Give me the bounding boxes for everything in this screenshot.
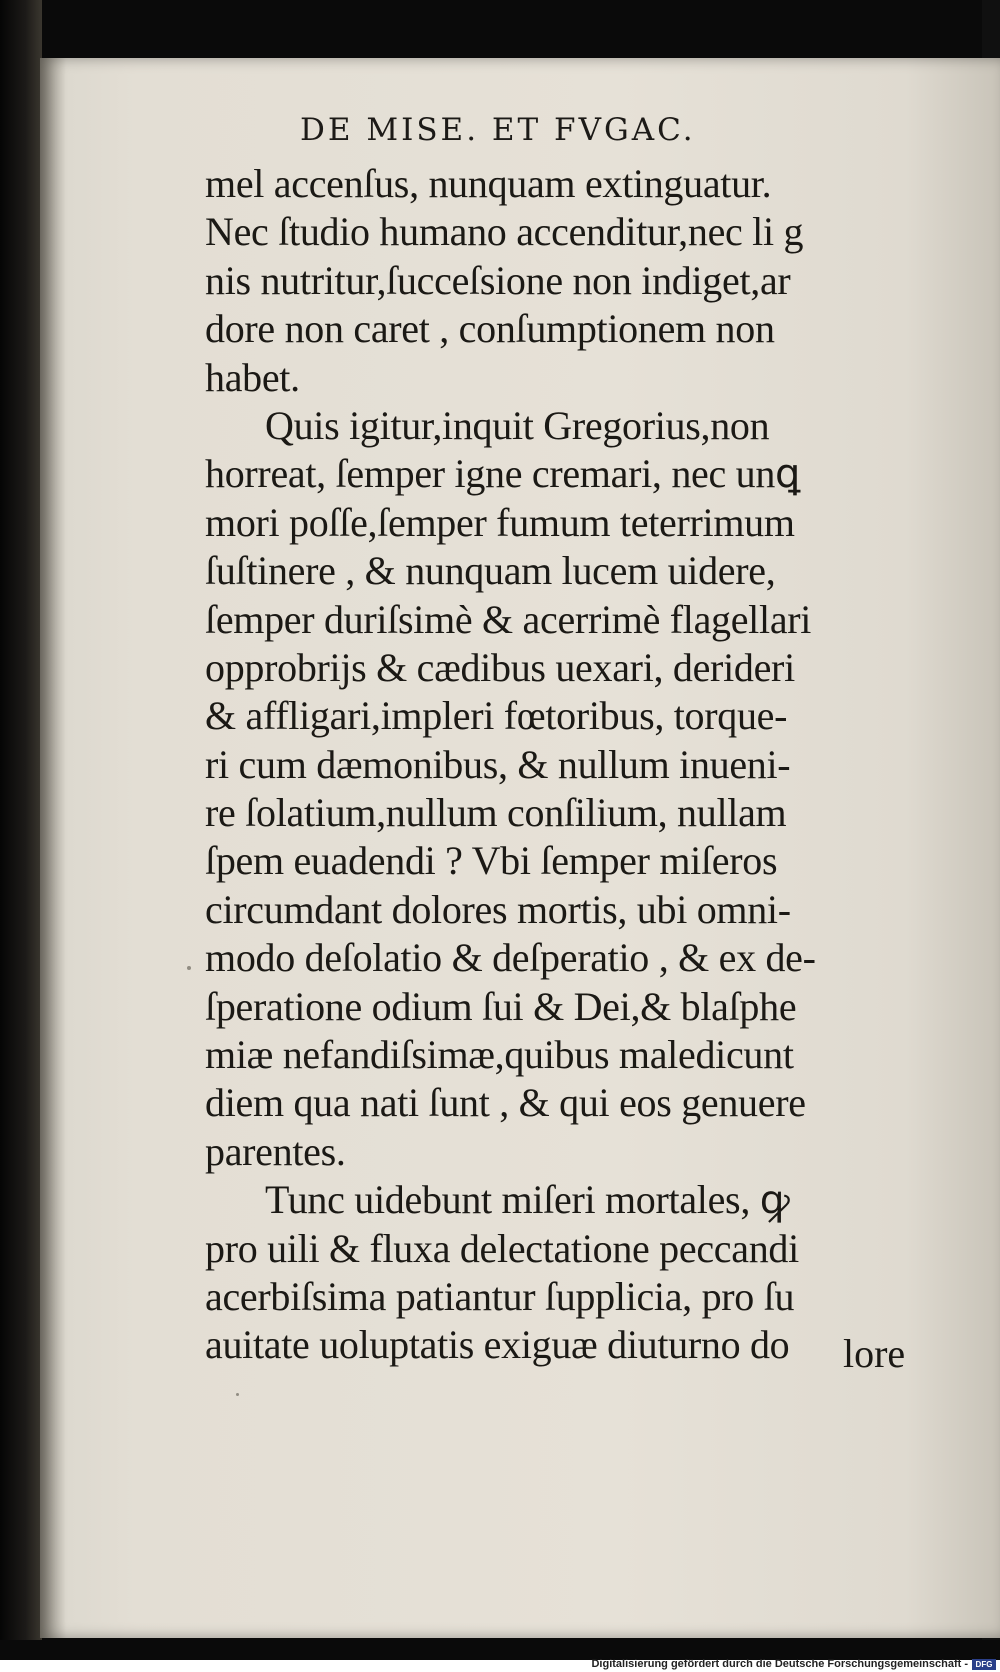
text-line-2: Nec ſtudio humano accenditur,nec li g — [205, 209, 804, 255]
text-line-16: circumdant dolores mortis, ubi omni- — [205, 886, 791, 932]
text-line-19: miæ nefandiſsimæ,quibus maledicunt — [205, 1032, 794, 1078]
text-line-17: modo deſolatio & deſperatio , & ex de- — [205, 935, 816, 981]
text-line-9: ſuſtinere , & nunquam lucem uidere, — [205, 548, 776, 594]
text-line-25: auitate uoluptatis exiguæ diuturno do — [205, 1322, 790, 1368]
text-line-23: pro uili & fluxa delectatione peccandi — [205, 1225, 799, 1271]
text-line-10: ſemper duriſsimè & acerrimè flagellari — [205, 596, 812, 642]
text-line-21: parentes. — [205, 1128, 346, 1174]
running-head: DE MISE. ET FVGAC. — [300, 112, 696, 148]
paper-speck — [236, 1393, 239, 1396]
text-line-20: diem qua nati ſunt , & qui eos genuere — [205, 1080, 806, 1126]
text-line-12: & affligari,impleri fœtoribus, torque- — [205, 693, 788, 739]
paper-speck — [187, 966, 191, 970]
text-line-5: habet. — [205, 354, 300, 400]
text-line-14: re ſolatium,nullum conſilium, nullam — [205, 790, 787, 836]
text-block — [205, 160, 925, 1370]
text-line-24: acerbiſsima patiantur ſupplicia, pro ſu — [205, 1273, 795, 1319]
text-line-15: ſpem euadendi ? Vbi ſemper miſeros — [205, 838, 778, 884]
page-gutter-shadow — [40, 58, 66, 1638]
text-line-3: nis nutritur,ſucceſsione non indiget,ar — [205, 257, 791, 303]
dfg-logo-icon: DFG — [972, 1659, 996, 1670]
text-line-22: Tunc uidebunt miſeri mortales, ꝙ — [265, 1177, 790, 1223]
text-line-18: ſperatione odium ſui & Dei,& blaſphe — [205, 983, 797, 1029]
text-line-6: Quis igitur,inquit Gregorius,non — [265, 402, 770, 448]
text-line-1: mel accenſus, nunquam extinguatur. — [205, 161, 772, 206]
text-line-8: mori poſſe,ſemper fumum teterrimum — [205, 499, 795, 545]
digitization-credit: Digitalisierung gefördert durch die Deutsche Forschungsgemeinschaft - — [591, 1658, 968, 1670]
text-line-11: opprobrijs & cædibus uexari, derideri — [205, 644, 795, 690]
text-line-13: ri cum dæmonibus, & nullum inueni- — [205, 741, 791, 787]
text-line-4: dore non caret , conſumptionem non — [205, 306, 775, 352]
text-line-7: horreat, ſemper igne cremari, nec unꝗ — [205, 451, 801, 497]
book-spine-edge — [0, 0, 42, 1640]
catchword: lore — [843, 1331, 906, 1376]
